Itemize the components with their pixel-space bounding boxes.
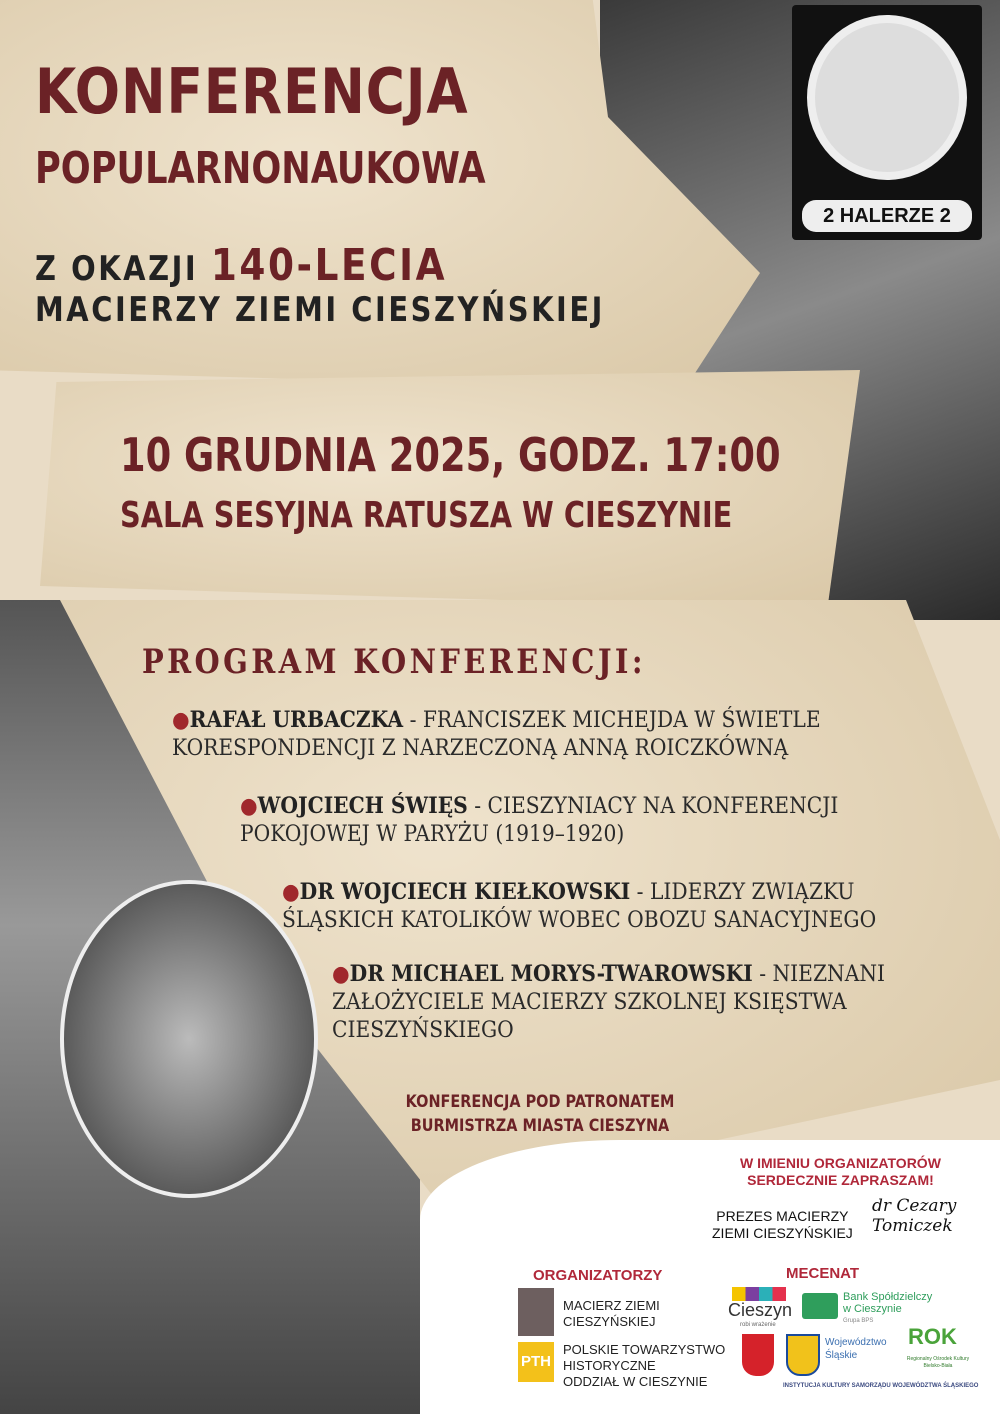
silesia-coat-of-arms xyxy=(786,1334,820,1376)
program-heading: PROGRAM KONFERENCJI: xyxy=(142,642,646,682)
speaker: DR WOJCIECH KIEŁKOWSKI xyxy=(299,879,631,905)
talk-title-cont: KORESPONDENCJI Z NARZECZONĄ ANNĄ ROICZKÓWNĄ xyxy=(172,736,789,761)
speaker: DR MICHAEL MORYS-TWAROWSKI xyxy=(349,961,753,987)
cieszyn-tagline: robi wrażenie xyxy=(740,1322,776,1328)
bullet-icon: ● xyxy=(332,962,350,987)
pth-logo: PTH xyxy=(518,1342,554,1382)
speaker: RAFAŁ URBACZKA xyxy=(189,707,404,733)
invitation-line1: W IMIENIU ORGANIZATORÓW xyxy=(740,1155,941,1171)
rok-line2: Bielsko-Biała xyxy=(923,1363,953,1369)
signature: dr Cezary Tomiczek xyxy=(872,1196,957,1236)
occasion-prefix: Z OKAZJI xyxy=(35,249,199,289)
role-line2: ZIEMI CIESZYŃSKIEJ xyxy=(712,1225,853,1241)
occasion-highlight: 140-LECIA xyxy=(210,240,448,291)
talk-title: - CIESZYNIACY NA KONFERENCJI xyxy=(467,794,839,819)
occasion-line xyxy=(35,240,447,291)
bullet-icon: ● xyxy=(240,794,258,819)
institution-footer: INSTYTUCJA KULTURY SAMORZĄDU WOJEWÓDZTWA ŚLĄSKIEGO xyxy=(783,1383,979,1389)
torn-paper-middle xyxy=(40,370,860,610)
talk-title-cont: ZAŁOŻYCIELE MACIERZY SZKOLNEJ KSIĘSTWA xyxy=(332,990,847,1015)
org-line3: ODDZIAŁ W CIESZYNIE xyxy=(563,1374,708,1389)
patronage-line2: BURMISTRZA MIASTA CIESZYNA xyxy=(410,1116,670,1136)
talk-title-cont: CIESZYŃSKIEGO xyxy=(332,1018,514,1043)
bullet-icon: ● xyxy=(282,880,300,905)
org-line1: POLSKIE TOWARZYSTWO xyxy=(563,1342,726,1357)
bank-sub: Grupa BPS xyxy=(843,1318,874,1324)
event-date-time: 10 GRUDNIA 2025, GODZ. 17:00 xyxy=(120,428,781,482)
title-line1: KONFERENCJA xyxy=(35,55,469,128)
organization-name: MACIERZY ZIEMI CIESZYŃSKIEJ xyxy=(35,290,605,330)
talk-title: - FRANCISZEK MICHEJDA W ŚWIETLE xyxy=(403,708,821,733)
program-item xyxy=(172,706,821,763)
stamp-image xyxy=(792,5,982,240)
organizers-heading: ORGANIZATORZY xyxy=(533,1267,663,1284)
title-line2: POPULARNONAUKOWA xyxy=(35,143,486,194)
event-venue: SALA SESYJNA RATUSZA W CIESZYNIE xyxy=(120,495,733,536)
patronage-line1: KONFERENCJA POD PATRONATEM xyxy=(405,1092,675,1112)
invitation-line2: SERDECZNIE ZAPRASZAM! xyxy=(747,1172,934,1188)
role-line1: PREZES MACIERZY xyxy=(716,1208,849,1224)
bank-logo xyxy=(802,1293,838,1319)
stamp-value: 2 HALERZE 2 xyxy=(802,200,972,232)
patronage xyxy=(387,1090,693,1138)
cieszyn-coat-of-arms xyxy=(742,1334,774,1376)
bank-line2: w Cieszynie xyxy=(843,1303,902,1315)
org-line2: HISTORYCZNE xyxy=(563,1358,656,1373)
org-line1: MACIERZ ZIEMI xyxy=(563,1298,660,1313)
speaker: WOJCIECH ŚWIĘS xyxy=(257,793,468,819)
stamp-portrait xyxy=(807,15,967,180)
rok-line1: Regionalny Ośrodek Kultury xyxy=(906,1356,970,1362)
cieszyn-logo: Cieszyn xyxy=(728,1300,793,1320)
signatory-role xyxy=(712,1208,853,1242)
region-name xyxy=(825,1336,887,1362)
talk-title: - LIDERZY ZWIĄZKU xyxy=(630,880,855,905)
rok-name xyxy=(898,1356,978,1370)
cieszyn-logo-dots xyxy=(732,1287,786,1301)
bank-line1: Bank Spółdzielczy xyxy=(843,1291,933,1303)
bank-name xyxy=(843,1291,932,1327)
talk-title-cont: ŚLĄSKICH KATOLIKÓW WOBEC OBOZU SANACYJNEGO xyxy=(282,908,877,933)
rok-logo: ROK xyxy=(908,1324,957,1349)
sponsors-heading: MECENAT xyxy=(786,1265,860,1282)
region-line1: Województwo xyxy=(825,1337,887,1348)
program-item xyxy=(240,792,838,849)
bullet-icon: ● xyxy=(172,708,190,733)
talk-title-cont: POKOJOWEJ W PARYŻU (1919–1920) xyxy=(240,822,625,847)
org-line2: CIESZYŃSKIEJ xyxy=(563,1314,656,1329)
organizer-pth xyxy=(563,1342,725,1390)
program-item xyxy=(332,960,885,1045)
portrait-oval xyxy=(60,880,318,1198)
region-line2: Śląskie xyxy=(825,1350,858,1361)
talk-title: - NIEZNANI xyxy=(752,962,886,987)
macierz-logo xyxy=(518,1288,554,1336)
program-item xyxy=(282,878,876,935)
organizer-macierz xyxy=(563,1298,660,1330)
invitation xyxy=(740,1155,941,1189)
